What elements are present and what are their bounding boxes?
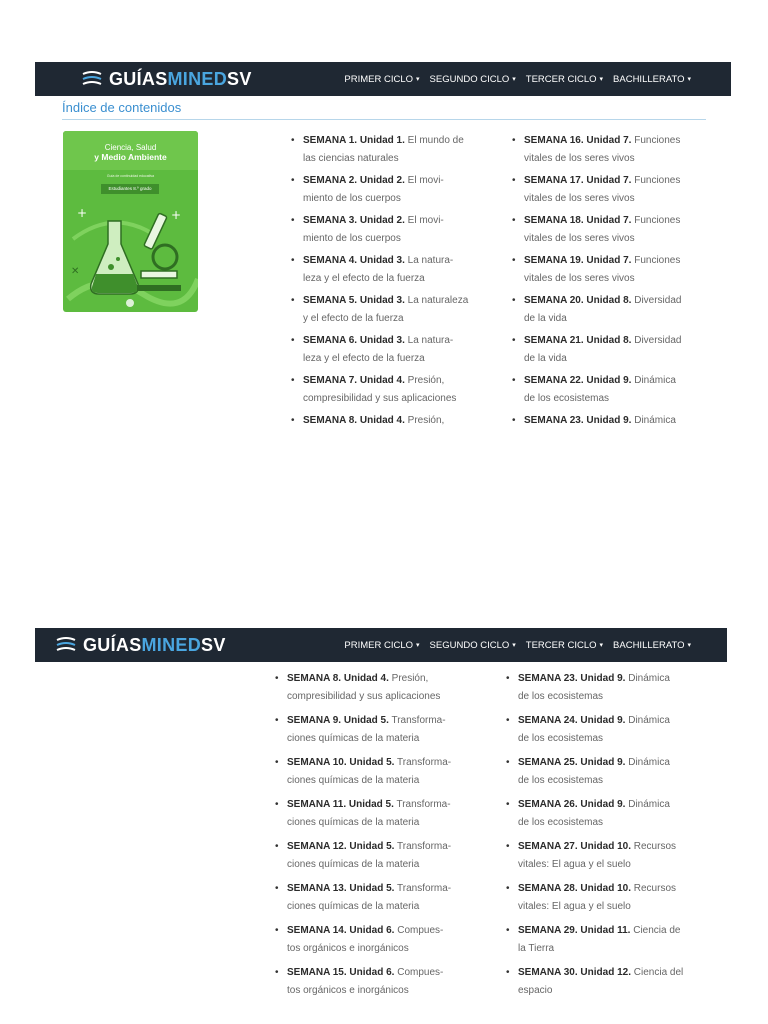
toc-item[interactable]: • SEMANA 13. Unidad 5. Transforma- ciones químicas de la materia	[274, 880, 451, 915]
divider	[62, 119, 706, 120]
menu-tercer-ciclo[interactable]: TERCER CICLO ▾	[525, 639, 604, 651]
toc-item[interactable]: • SEMANA 23. Unidad 9. Dinámica	[511, 412, 676, 430]
chevron-down-icon: ▾	[416, 642, 420, 649]
toc-item[interactable]: • SEMANA 27. Unidad 10. Recursos vitales: El agua y el suelo	[505, 838, 676, 873]
cover-subtitle: Guía de continuidad educativa	[106, 174, 155, 178]
toc-item[interactable]: • SEMANA 30. Unidad 12. Ciencia del espacio	[505, 964, 683, 999]
toc-item[interactable]: • SEMANA 24. Unidad 9. Dinámica de los ecosistemas	[505, 712, 670, 747]
svg-text:✕: ✕	[71, 266, 80, 277]
cover-title-line1: Ciencia, Salud	[104, 143, 157, 152]
toc-item[interactable]: • SEMANA 19. Unidad 7. Funciones vitales de los seres vivos	[511, 252, 680, 287]
logo-text: GUÍASMINEDSV	[83, 634, 226, 655]
chevron-down-icon: ▾	[416, 76, 420, 83]
books-logo-icon	[81, 70, 103, 88]
toc-item[interactable]: • SEMANA 22. Unidad 9. Dinámica de los ecosistemas	[511, 372, 676, 407]
toc-item[interactable]: • SEMANA 29. Unidad 11. Ciencia de la Tierra	[505, 922, 680, 957]
main-menu	[344, 74, 691, 85]
menu-segundo-ciclo[interactable]: SEGUNDO CICLO ▾	[429, 639, 516, 651]
chevron-down-icon: ▾	[687, 642, 691, 649]
menu-bachillerato[interactable]: BACHILLERATO ▾	[613, 639, 691, 651]
toc-item[interactable]: • SEMANA 26. Unidad 9. Dinámica de los ecosistemas	[505, 796, 670, 831]
top-navbar	[35, 62, 731, 96]
cover-grade-badge: Estudiantes 8.º grado	[101, 184, 159, 194]
toc-item[interactable]: • SEMANA 5. Unidad 3. La naturaleza y el efecto de la fuerza	[290, 292, 468, 327]
toc-item[interactable]: • SEMANA 14. Unidad 6. Compues- tos orgánicos e inorgánicos	[274, 922, 443, 957]
svg-text:+: +	[77, 206, 88, 220]
chevron-down-icon: ▾	[599, 642, 604, 649]
books-logo-icon	[55, 636, 77, 654]
menu-primer-ciclo[interactable]: PRIMER CICLO ▾	[344, 73, 420, 85]
cover-header	[63, 131, 198, 170]
toc-item[interactable]: • SEMANA 4. Unidad 3. La natura- leza y el efecto de la fuerza	[290, 252, 453, 287]
toc-item[interactable]: • SEMANA 23. Unidad 9. Dinámica de los ecosistemas	[505, 670, 670, 705]
toc-item[interactable]: • SEMANA 25. Unidad 9. Dinámica de los ecosistemas	[505, 754, 670, 789]
toc-item[interactable]: • SEMANA 9. Unidad 5. Transforma- ciones químicas de la materia	[274, 712, 446, 747]
menu-tercer-ciclo[interactable]: TERCER CICLO ▾	[525, 73, 604, 85]
site-logo[interactable]	[55, 635, 226, 656]
toc-item[interactable]: • SEMANA 6. Unidad 3. La natura- leza y el efecto de la fuerza	[290, 332, 453, 367]
toc-item[interactable]: • SEMANA 3. Unidad 2. El movi- miento de los cuerpos	[290, 212, 444, 247]
toc-item[interactable]: • SEMANA 10. Unidad 5. Transforma- ciones químicas de la materia	[274, 754, 451, 789]
chevron-down-icon: ▾	[512, 642, 516, 649]
chevron-down-icon: ▾	[512, 76, 516, 83]
toc-item[interactable]: • SEMANA 28. Unidad 10. Recursos vitales: El agua y el suelo	[505, 880, 676, 915]
menu-bachillerato[interactable]: BACHILLERATO ▾	[613, 73, 691, 85]
toc-item[interactable]: • SEMANA 1. Unidad 1. El mundo de las ciencias naturales	[290, 132, 464, 167]
lab-flask-illustration-icon	[63, 199, 198, 312]
toc-item[interactable]: • SEMANA 21. Unidad 8. Diversidad de la vida	[511, 332, 681, 367]
site-logo[interactable]	[81, 69, 252, 90]
chevron-down-icon: ▾	[687, 76, 691, 83]
toc-item[interactable]: • SEMANA 16. Unidad 7. Funciones vitales de los seres vivos	[511, 132, 680, 167]
book-cover[interactable]	[63, 131, 198, 312]
logo-text: GUÍASMINEDSV	[109, 68, 252, 89]
toc-item[interactable]: • SEMANA 8. Unidad 4. Presión,	[290, 412, 444, 430]
svg-text:+: +	[171, 208, 182, 222]
toc-item[interactable]: • SEMANA 7. Unidad 4. Presión, compresibilidad y sus aplicaciones	[290, 372, 456, 407]
toc-item[interactable]: • SEMANA 20. Unidad 8. Diversidad de la vida	[511, 292, 681, 327]
menu-primer-ciclo[interactable]: PRIMER CICLO ▾	[344, 639, 420, 651]
toc-item[interactable]: • SEMANA 18. Unidad 7. Funciones vitales de los seres vivos	[511, 212, 680, 247]
section-title: Índice de contenidos	[62, 100, 182, 115]
toc-item[interactable]: • SEMANA 11. Unidad 5. Transforma- ciones químicas de la materia	[274, 796, 451, 831]
chevron-down-icon: ▾	[599, 76, 604, 83]
toc-item[interactable]: • SEMANA 17. Unidad 7. Funciones vitales de los seres vivos	[511, 172, 680, 207]
cover-title-line2: y Medio Ambiente	[94, 152, 167, 162]
toc-item[interactable]: • SEMANA 15. Unidad 6. Compues- tos orgánicos e inorgánicos	[274, 964, 443, 999]
toc-item[interactable]: • SEMANA 2. Unidad 2. El movi- miento de los cuerpos	[290, 172, 444, 207]
toc-item[interactable]: • SEMANA 12. Unidad 5. Transforma- ciones químicas de la materia	[274, 838, 451, 873]
bottom-navbar	[35, 628, 727, 662]
toc-item[interactable]: • SEMANA 8. Unidad 4. Presión, compresibilidad y sus aplicaciones	[274, 670, 440, 705]
main-menu	[344, 640, 691, 651]
menu-segundo-ciclo[interactable]: SEGUNDO CICLO ▾	[429, 73, 516, 85]
